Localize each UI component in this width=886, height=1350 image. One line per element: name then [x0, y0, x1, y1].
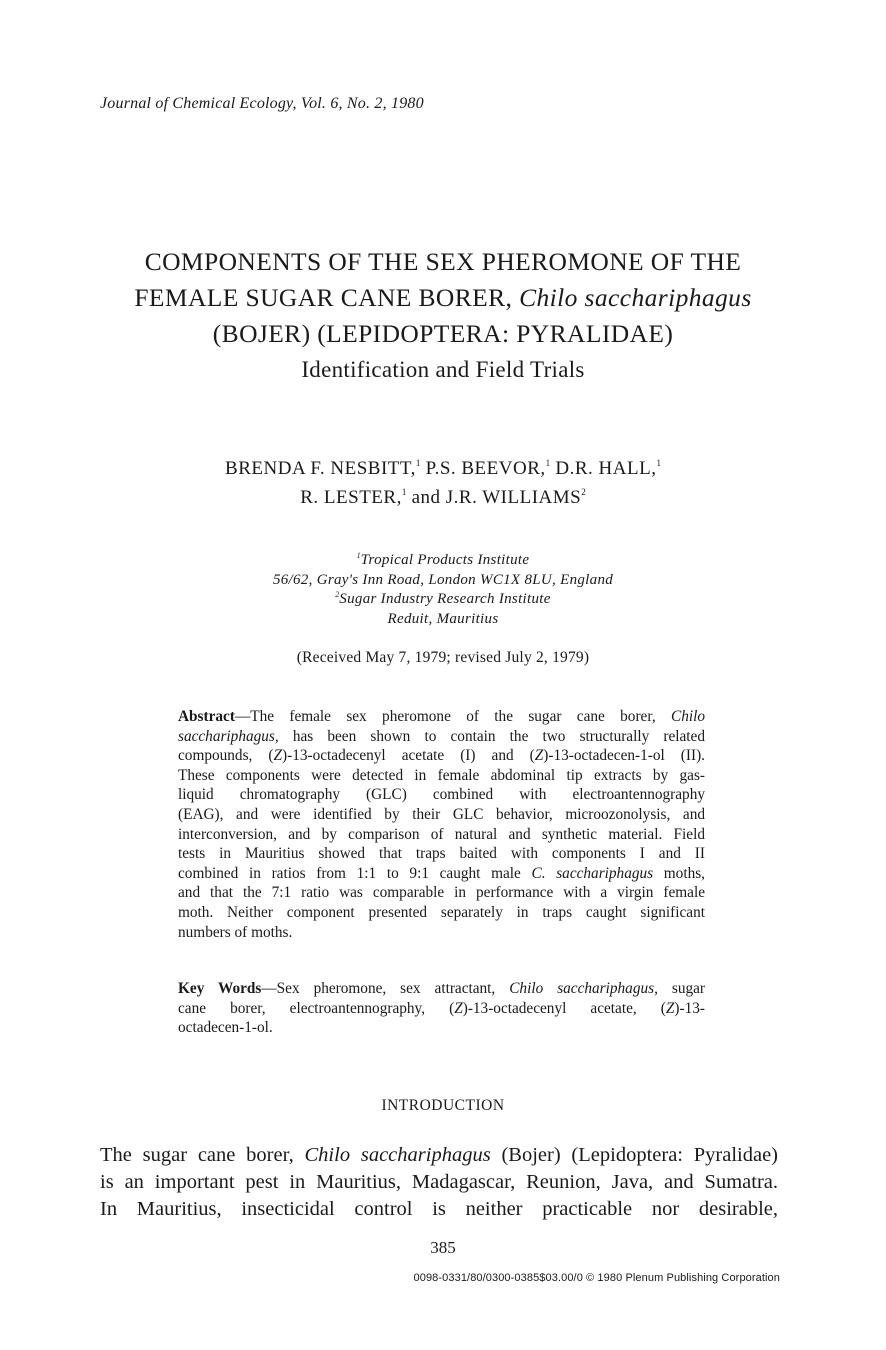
abstract-text: )-13-octadecen-1-ol (II). — [543, 747, 706, 765]
affiliation-marker: 2 — [335, 590, 340, 599]
abstract-line: liquid chromatography (GLC) combined with electroantennography — [178, 786, 705, 804]
title-line-3: (BOJER) (LEPIDOPTERA: PYRALIDAE) — [212, 319, 674, 348]
body-text: The sugar cane borer, — [100, 1144, 294, 1166]
abstract-italic: C. sacchariphagus — [531, 864, 654, 882]
abstract-italic: Chilo — [671, 708, 705, 725]
article-subtitle: Identification and Field Trials — [301, 357, 585, 382]
abstract-line: and that the 7:1 ratio was comparable in performance with a virgin female — [178, 884, 705, 902]
keywords-italic: Chilo sacchariphagus, — [509, 980, 658, 997]
abstract-text: combined in ratios from 1:1 to 9:1 caught male — [178, 864, 521, 882]
author-lester: R. LESTER, — [300, 487, 402, 508]
abstract-text: compounds, ( — [178, 747, 274, 765]
introduction-body — [100, 1142, 778, 1223]
keywords-text: cane borer, electroantennography, ( — [178, 999, 455, 1017]
abstract-text: has been shown to contain the two structurally related — [292, 727, 705, 745]
keywords-text: )-13-octadecenyl acetate, ( — [462, 999, 666, 1017]
abstract-line: These components were detected in female abdominal tip extracts by gas- — [178, 766, 705, 784]
abstract-line: (EAG), and were identified by their GLC behavior, microozonolysis, and — [178, 805, 705, 823]
article-title — [60, 244, 826, 388]
title-line-2 — [60, 280, 826, 316]
affiliation-2-address: Reduit, Mauritius — [387, 610, 499, 627]
abstract-label: Abstract — [178, 708, 235, 725]
copyright-line: 0098-0331/80/0300-0385$03.00/0 © 1980 Plenum Publishing Corporation — [413, 1272, 780, 1284]
abstract-text: moths, — [663, 864, 706, 882]
keywords-line — [178, 999, 705, 1019]
keywords-line: octadecen-1-ol. — [178, 1019, 273, 1037]
title-species-name: Chilo sacchariphagus — [519, 283, 752, 312]
keywords-line — [178, 979, 705, 999]
journal-citation: Journal of Chemical Ecology, Vol. 6, No. 2, 1980 — [100, 95, 424, 112]
author-line-2 — [60, 483, 826, 512]
title-line-1: COMPONENTS OF THE SEX PHEROMONE OF THE — [144, 247, 742, 276]
body-line — [100, 1142, 778, 1169]
affiliation-marker: 1 — [356, 551, 361, 560]
body-line: In Mauritius, insecticidal control is neither practicable nor desirable, — [100, 1198, 778, 1220]
abstract-line — [178, 746, 705, 766]
keywords-text: —Sex pheromone, sex attractant, — [261, 980, 496, 997]
keywords-label: Key Words — [178, 980, 262, 997]
author-affil-marker: 1 — [545, 458, 551, 468]
keywords-italic: Z — [454, 999, 463, 1017]
abstract-text: —The female sex pheromone of the sugar cane borer, — [234, 708, 656, 725]
abstract-italic: sacchariphagus, — [178, 727, 279, 745]
keywords-text: sugar — [671, 980, 706, 997]
received-dates: (Received May 7, 1979; revised July 2, 1979) — [296, 649, 590, 666]
abstract-line: moth. Neither component presented separately in traps caught significant — [178, 903, 705, 921]
abstract-line — [178, 864, 705, 884]
abstract — [178, 707, 705, 942]
affiliation-1-name — [60, 551, 826, 571]
body-line: is an important pest in Mauritius, Madagascar, Reunion, Java, and Sumatra. — [100, 1171, 778, 1193]
body-italic: Chilo sacchariphagus — [304, 1144, 491, 1166]
abstract-italic: Z — [534, 747, 544, 765]
affiliation-1-address: 56/62, Gray's Inn Road, London WC1X 8LU, England — [272, 571, 614, 588]
author-affil-marker: 1 — [415, 458, 421, 468]
abstract-text: )-13-octadecenyl acetate (I) and ( — [282, 747, 535, 765]
title-line-2-text: FEMALE SUGAR CANE BORER, — [134, 283, 513, 312]
section-heading-introduction: INTRODUCTION — [381, 1097, 505, 1114]
abstract-line: interconversion, and by comparison of natural and synthetic material. Field — [178, 825, 705, 843]
keywords-text: )-13- — [674, 999, 705, 1017]
affiliation-2-text: Sugar Industry Research Institute — [339, 591, 551, 607]
abstract-line — [178, 727, 705, 747]
affiliation-1-text: Tropical Products Institute — [360, 552, 530, 568]
page-number: 385 — [430, 1238, 456, 1257]
abstract-italic: Z — [273, 747, 283, 765]
key-words — [178, 979, 705, 1038]
abstract-line: numbers of moths. — [178, 923, 293, 941]
affiliation-2-name — [60, 590, 826, 610]
author-line-1 — [60, 454, 826, 483]
abstract-line — [178, 707, 705, 727]
keywords-italic: Z — [665, 999, 675, 1017]
author-williams: and J.R. WILLIAMS — [411, 487, 582, 508]
author-affil-marker: 1 — [656, 458, 661, 468]
author-affil-marker: 2 — [581, 487, 586, 497]
author-hall: D.R. HALL, — [555, 458, 657, 479]
author-affil-marker: 1 — [401, 487, 407, 497]
author-list — [60, 454, 826, 512]
author-nesbitt: BRENDA F. NESBITT, — [225, 458, 416, 479]
body-text: (Bojer) (Lepidoptera: Pyralidae) — [501, 1144, 779, 1166]
affiliations — [60, 551, 826, 629]
author-beevor: P.S. BEEVOR, — [425, 458, 546, 479]
abstract-line: tests in Mauritius showed that traps baited with components I and II — [178, 845, 705, 863]
